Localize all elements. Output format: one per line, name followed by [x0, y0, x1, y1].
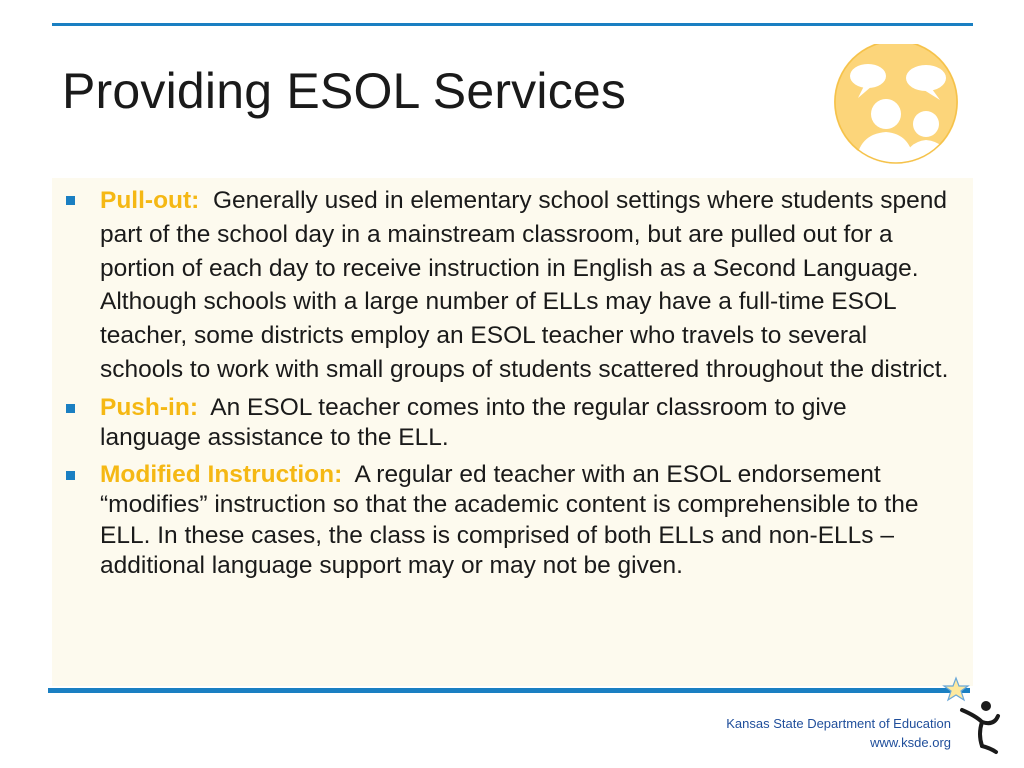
- list-item: [52, 460, 952, 582]
- footer-organization: Kansas State Department of Education: [726, 716, 951, 731]
- bullet-term: Push-in:: [100, 393, 198, 421]
- top-divider: [52, 23, 973, 26]
- square-bullet-icon: [66, 471, 75, 480]
- list-item: [52, 184, 952, 387]
- square-bullet-icon: [66, 196, 75, 205]
- bullet-list: [52, 184, 952, 582]
- bullet-term: Modified Instruction:: [100, 460, 343, 488]
- footer-url: www.ksde.org: [870, 735, 951, 750]
- bullet-text: An ESOL teacher comes into the regular classroom to give language assistance to the ELL.: [100, 393, 847, 452]
- bullet-term: Pull-out:: [100, 187, 200, 214]
- bullet-text: A regular ed teacher with an ESOL endorsement “modifies” instruction so that the academic content is comprehensible to the ELL. In these cases, the class is comprised of both ELLs and non-ELLs – additional language support may or may not be given.: [100, 460, 919, 580]
- bottom-divider: [48, 688, 970, 693]
- slide-title: Providing ESOL Services: [62, 63, 627, 119]
- content-panel: [52, 178, 973, 686]
- people-speech-bubbles-icon: [826, 44, 966, 164]
- ksde-star-figure-logo: [940, 676, 1006, 756]
- square-bullet-icon: [66, 404, 75, 413]
- bullet-text: Generally used in elementary school settings where students spend part of the school day in a mainstream classroom, but are pulled out for a portion of each day to receive instruction in English as a Second Language. Although schools with a large number of ELLs may have a full-time ESOL teacher, some districts employ an ESOL teacher who travels to several schools to work with small groups of students scattered throughout the district.: [100, 187, 949, 383]
- list-item: [52, 393, 952, 454]
